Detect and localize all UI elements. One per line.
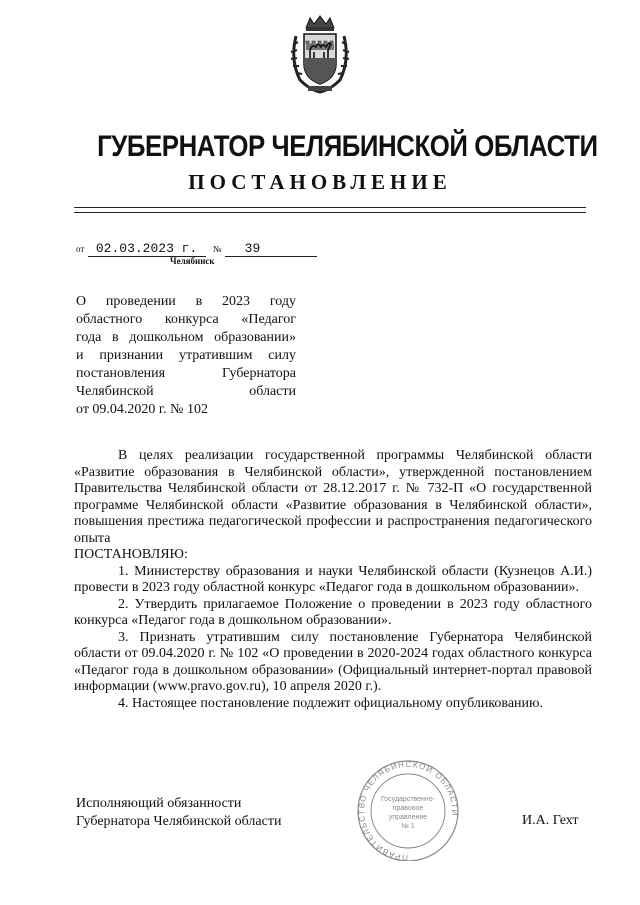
number-label: № <box>212 244 222 254</box>
city-label: Челябинск <box>170 256 215 266</box>
document-type: ПОСТАНОВЛЕНИЕ <box>188 170 452 194</box>
seal-inner-line: управление <box>388 814 428 821</box>
issuer-title: ГУБЕРНАТОР ЧЕЛЯБИНСКОЙ ОБЛАСТИ <box>97 130 598 163</box>
clause-3: 3. Признать утратившим силу постановление Губернатора Челябинской области от 09.04.2020 г. № 102 «О проведении в 2020-2024 годах областного конкурса «Педагог года в дошкольном образовании» (Официальный интернет-портал правовой информации (www.pravo.gov.ru), 10 апреля 2020 г.). <box>74 629 592 694</box>
signatory-position <box>76 795 281 831</box>
seal-inner-line: правовое <box>392 805 424 812</box>
chelyabinsk-coat-of-arms-icon <box>286 14 354 94</box>
subject-line: О проведении в 2023 году <box>76 294 296 309</box>
coat-of-arms-emblem <box>286 14 354 94</box>
subject-line: и признании утратившим силу <box>76 348 296 363</box>
official-seal <box>344 757 472 861</box>
clause-1: 1. Министерству образования и науки Челябинской области (Кузнецов А.И.) провести в 2023 году областной конкурс «Педагог года в дошкольном образовании». <box>74 563 592 595</box>
document-body <box>74 448 592 712</box>
document-subject <box>76 293 296 419</box>
registration-row <box>76 240 317 257</box>
signatory-name: И.А. Гехт <box>522 813 579 828</box>
header-rule-bottom <box>74 212 586 213</box>
number-value: 39 <box>225 241 317 257</box>
seal-outer-text: ПРАВИТЕЛЬСТВО ЧЕЛЯБИНСКОЙ ОБЛАСТИ <box>357 759 460 861</box>
seal-stamp-icon <box>344 757 472 861</box>
signatory-position-line: Исполняющий обязанности <box>76 796 242 811</box>
date-label: от <box>76 244 85 254</box>
clause-2: 2. Утвердить прилагаемое Положение о проведении в 2023 году областного конкурса «Педагог года в дошкольном образовании». <box>74 596 592 628</box>
seal-inner-line: Государственно- <box>380 796 436 803</box>
decree-word: ПОСТАНОВЛЯЮ: <box>74 547 188 562</box>
subject-line: постановления Губернатора <box>76 366 296 381</box>
subject-line: года в дошкольном образовании» <box>76 330 296 345</box>
header-rule-top <box>74 207 586 208</box>
subject-line: Челябинской области <box>76 384 296 399</box>
clause-4: 4. Настоящее постановление подлежит официальному опубликованию. <box>118 695 543 711</box>
subject-line: областного конкурса «Педагог <box>76 312 296 327</box>
signatory-position-line: Губернатора Челябинской области <box>76 814 282 829</box>
date-value: 02.03.2023 г. <box>88 241 206 257</box>
subject-line: от 09.04.2020 г. № 102 <box>76 402 208 417</box>
preamble-paragraph: В целях реализации государственной программы Челябинской области «Развитие образования в Челябинской области», утвержденной постановлением Правительства Челябинской области от 28.12.2017 г. № 732-П «О государственной программе Челябинской области «Развитие образования в Челябинской области», повышения престижа педагогической профессии и распространения педагогического опыта <box>74 448 592 546</box>
seal-inner-line: № 1 <box>401 823 415 830</box>
